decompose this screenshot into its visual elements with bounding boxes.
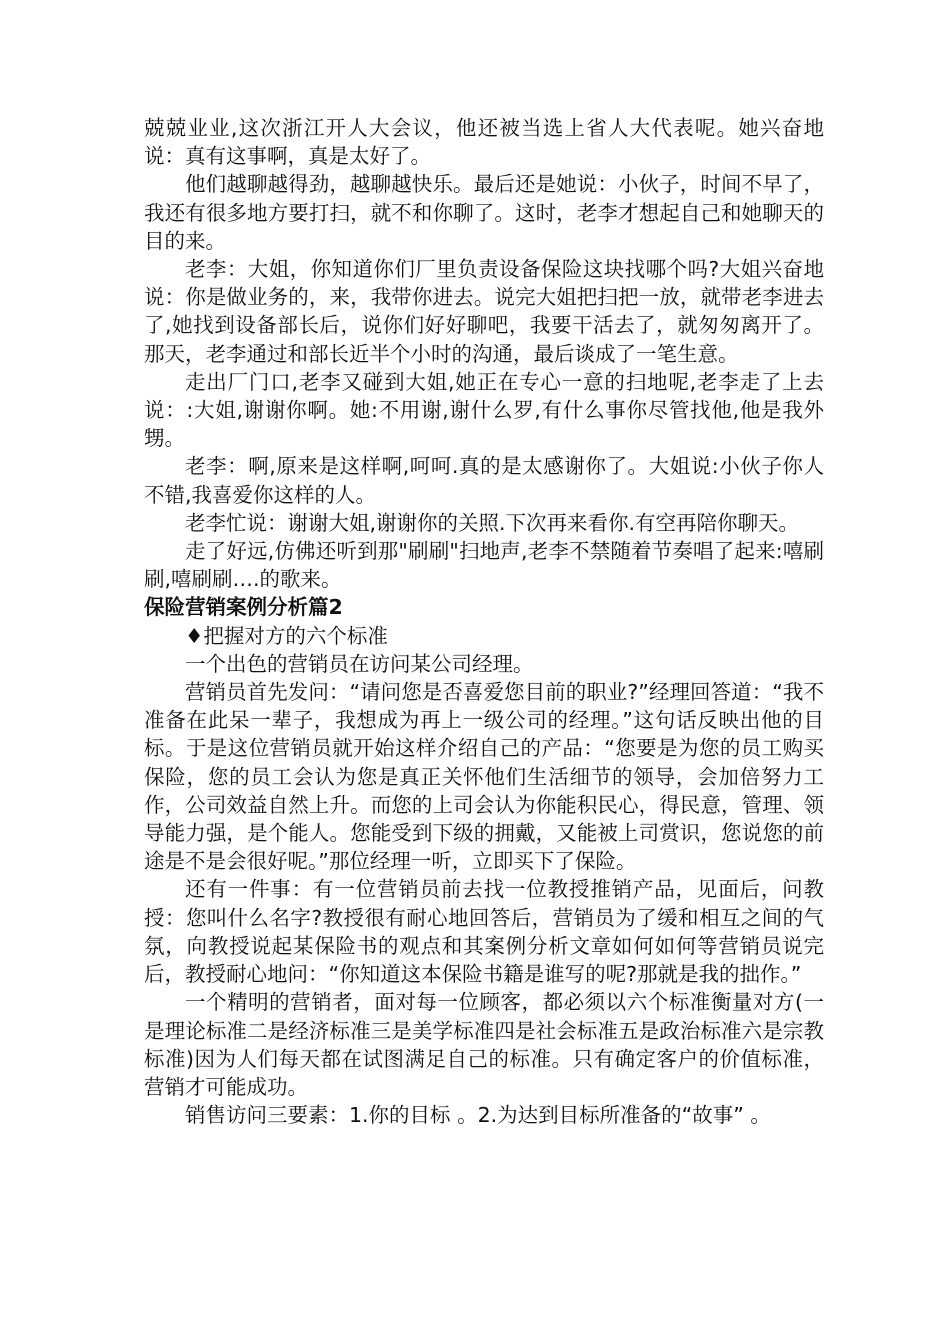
paragraph: 走了好远,仿佛还听到那"刷刷"扫地声,老李不禁随着节奏唱了起来:嘻刷刷,嘻刷刷….的歌来。: [144, 539, 824, 592]
paragraph: 老李忙说：谢谢大姐,谢谢你的关照.下次再来看你.有空再陪你聊天。: [185, 510, 800, 535]
paragraph: 老李：啊,原来是这样啊,呵呵.真的是太感谢你了。大姐说:小伙子你人不错,我喜爱你这样的人。: [144, 454, 824, 507]
paragraph: 老李：大姐，你知道你们厂里负责设备保险这块找哪个吗?大姐兴奋地说：你是做业务的，来，我带你进去。说完大姐把扫把一放，就带老李进去了,她找到设备部长后，说你们好好聊吧，我要干活去了，就匆匆离开了。那天，老李通过和部长近半个小时的沟通，最后谈成了一笔生意。: [144, 257, 824, 366]
paragraph: 销售访问三要素：1.你的目标 。2.为达到目标所准备的“故事” 。: [185, 1103, 771, 1128]
paragraph: 走出厂门口,老李又碰到大姐,她正在专心一意的扫地呢,老李走了上去说：:大姐,谢谢你啊。她:不用谢,谢什么罗,有什么事你尽管找他,他是我外甥。: [144, 369, 824, 451]
paragraph: 营销员首先发问：“请问您是否喜爱您目前的职业?”经理回答道：“我不准备在此呆一辈子，我想成为再上一级公司的经理。”这句话反映出他的目标。于是这位营销员就开始这样介绍自己的产品：“您要是为您的员工购买保险，您的员工会认为您是真正关怀他们生活细节的领导，会加倍努力工作，公司效益自然上升。而您的上司会认为你能积民心，得民意，管理、领导能力强，是个能人。您能受到下级的拥戴，又能被上司赏识，您说您的前途是不是会很好呢。”那位经理一听，立即买下了保险。: [144, 680, 824, 874]
bullet-paragraph: ♦把握对方的六个标准: [185, 623, 388, 648]
paragraph: 一个出色的营销员在访问某公司经理。: [185, 651, 534, 676]
document-page: [144, 114, 824, 1129]
section-heading: 保险营销案例分析篇2: [144, 595, 343, 620]
paragraph-continued: 兢兢业业,这次浙江开人大会议，他还被当选上省人大代表呢。她兴奋地说：真有这事啊，真是太好了。: [144, 116, 824, 169]
paragraph: 他们越聊越得劲，越聊越快乐。最后还是她说：小伙子，时间不早了，我还有很多地方要打扫，就不和你聊了。这时，老李才想起自己和她聊天的目的来。: [144, 172, 824, 253]
paragraph: 一个精明的营销者，面对每一位顾客，都必须以六个标准衡量对方(一是理论标准二是经济标准三是美学标准四是社会标准五是政治标准六是宗教标准)因为人们每天都在试图满足自己的标准。只有确定客户的价值标准，营销才可能成功。: [144, 990, 824, 1099]
paragraph: 还有一件事：有一位营销员前去找一位教授推销产品，见面后，问教授：您叫什么名字?教授很有耐心地回答后，营销员为了缓和相互之间的气氛，向教授说起某保险书的观点和其案例分析文章如何如何等营销员说完后，教授耐心地问：“你知道这本保险书籍是谁写的呢?那就是我的拙作。”: [144, 877, 824, 987]
